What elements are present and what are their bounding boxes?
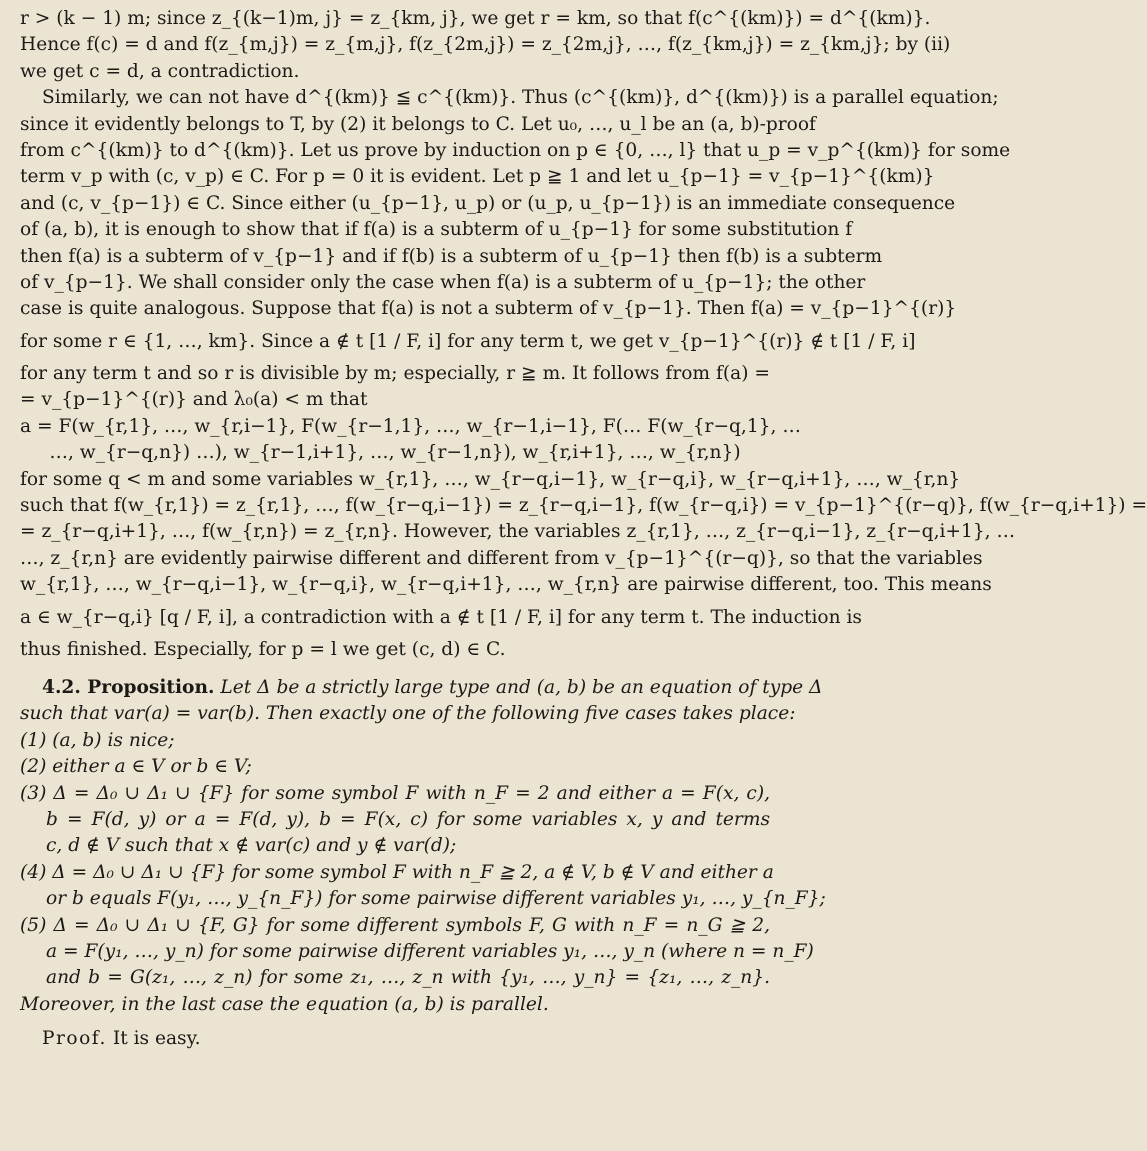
proposition-case: (5) Δ = Δ₀ ∪ Δ₁ ∪ {F, G} for some different symbols F, G with n_F = n_G ≧ 2, (20, 914, 770, 936)
proposition-case: (4) Δ = Δ₀ ∪ Δ₁ ∪ {F} for some symbol F with n_F ≧ 2, a ∉ V, b ∉ V and either a (20, 861, 774, 883)
text-line: since it evidently belongs to T, by (2) it belongs to C. Let u₀, …, u_l be an (a, b)-proof (20, 113, 816, 135)
text-line: Hence f(c) = d and f(z_{m,j}) = z_{m,j}, f(z_{2m,j}) = z_{2m,j}, …, f(z_{km,j}) = z_{km,j}; by (ii) (20, 34, 951, 56)
proposition-case-continued: c, d ∉ V such that x ∉ var(c) and y ∉ var(d); (46, 835, 457, 857)
text-line: then f(a) is a subterm of v_{p−1} and if f(b) is a subterm of u_{p−1} then f(b) is a subterm (20, 245, 883, 267)
proposition-case-continued: and b = G(z₁, …, z_n) for some z₁, …, z_n with {y₁, …, y_n} = {z₁, …, z_n}. (46, 967, 770, 989)
text-line: from c^{(km)} to d^{(km)}. Let us prove by induction on p ∈ {0, …, l} that u_p = v_p^{(km)} for some (20, 140, 1011, 162)
text-line: = z_{r−q,i+1}, …, f(w_{r,n}) = z_{r,n}. However, the variables z_{r,1}, …, z_{r−q,i−1}, z_{r−q,i+1}, … (20, 521, 1016, 543)
text-line: for any term t and so r is divisible by m; especially, r ≧ m. It follows from f(a) = (20, 362, 770, 384)
proposition-case-continued: b = F(d, y) or a = F(d, y), b = F(x, c) for some variables x, y and terms (46, 808, 770, 830)
proposition-case-continued: a = F(y₁, …, y_n) for some pairwise different variables y₁, …, y_n (where n = n_F) (46, 941, 814, 962)
proof-label: Proof. (42, 1028, 107, 1050)
display-equation-line: …, w_{r−q,n}) …), w_{r−1,i+1}, …, w_{r−1,n}), w_{r,i+1}, …, w_{r,n}) (49, 442, 741, 464)
text-line: of (a, b), it is enough to show that if f(a) is a subterm of u_{p−1} for some substitution f (20, 219, 853, 241)
proposition-case-continued: or b equals F(y₁, …, y_{n_F}) for some pairwise different variables y₁, …, y_{n_F}; (46, 888, 826, 910)
display-equation-line: a = F(w_{r,1}, …, w_{r,i−1}, F(w_{r−1,1}, …, w_{r−1,i−1}, F(… F(w_{r−q,1}, … (20, 415, 801, 437)
proposition-case: (2) either a ∈ V or b ∈ V; (20, 756, 252, 778)
proposition-text: Let Δ be a strictly large type and (a, b) be an equation of type Δ (220, 676, 823, 698)
text-line: thus finished. Especially, for p = l we get (c, d) ∈ C. (20, 638, 506, 660)
proposition-case: (1) (a, b) is nice; (20, 729, 175, 751)
text-line: w_{r,1}, …, w_{r−q,i−1}, w_{r−q,i}, w_{r−q,i+1}, …, w_{r,n} are pairwise different, too. This means (20, 574, 992, 596)
text-line: such that f(w_{r,1}) = z_{r,1}, …, f(w_{r−q,i−1}) = z_{r−q,i−1}, f(w_{r−q,i}) = v_{p−1}^{(r−q)}, f(w_{r−q,i+1}) = (20, 494, 1147, 516)
text-line: term v_p with (c, v_p) ∈ C. For p = 0 it is evident. Let p ≧ 1 and let u_{p−1} = v_{p−1}^{(km)} (20, 166, 935, 188)
text-line: and (c, v_{p−1}) ∈ C. Since either (u_{p−1}, u_p) or (u_p, u_{p−1}) is an immediate consequence (20, 192, 956, 214)
text-line: we get c = d, a contradiction. (20, 60, 300, 82)
text-line: for some r ∈ {1, …, km}. Since a ∉ t [1 / F, i] for any term t, we get v_{p−1}^{(r)} ∉ t [1 / F, i] (20, 330, 916, 352)
proposition-closing-line: Moreover, in the last case the equation (a, b) is parallel. (20, 993, 549, 1015)
proposition-case: (3) Δ = Δ₀ ∪ Δ₁ ∪ {F} for some symbol F with n_F = 2 and either a = F(x, c), (20, 782, 770, 804)
text-line: a ∈ w_{r−q,i} [q / F, i], a contradiction with a ∉ t [1 / F, i] for any term t. The induction is (20, 606, 862, 628)
proposition-heading: 4.2. Proposition. (42, 676, 215, 698)
proof-line (20, 1026, 770, 1052)
proof-text: It is easy. (112, 1028, 201, 1050)
text-line: …, z_{r,n} are evidently pairwise different and different from v_{p−1}^{(r−q)}, so that the variables (20, 547, 983, 569)
text-line: of v_{p−1}. We shall consider only the case when f(a) is a subterm of u_{p−1}; the other (20, 272, 866, 294)
text-line: r > (k − 1) m; since z_{(k−1)m, j} = z_{km, j}, we get r = km, so that f(c^{(km)}) = d^{(km)}. (20, 8, 931, 29)
text-line: case is quite analogous. Suppose that f(a) is not a subterm of v_{p−1}. Then f(a) = v_{p−1}^{(r)} (20, 298, 957, 320)
proposition-line: such that var(a) = var(b). Then exactly one of the following five cases takes place: (20, 703, 796, 725)
text-line: for some q < m and some variables w_{r,1}, …, w_{r−q,i−1}, w_{r−q,i}, w_{r−q,i+1}, …, w_{r,n} (20, 468, 961, 490)
proposition-first-line (20, 675, 823, 701)
text-line: = v_{p−1}^{(r)} and λ₀(a) < m that (20, 389, 368, 411)
text-line: Similarly, we can not have d^{(km)} ≦ c^{(km)}. Thus (c^{(km)}, d^{(km)}) is a parallel equation; (42, 87, 999, 109)
